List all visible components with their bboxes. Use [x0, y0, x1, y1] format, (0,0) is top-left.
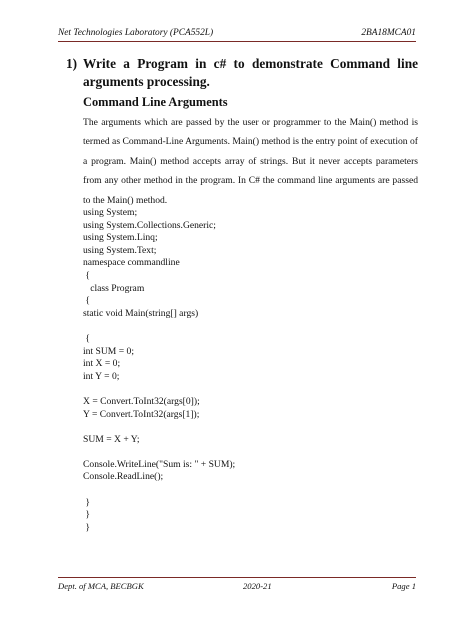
code-line	[83, 421, 235, 434]
code-line: {	[83, 332, 91, 344]
section-title: Command Line Arguments	[83, 95, 228, 109]
footer-year: 2020-21	[243, 581, 272, 591]
code-line: Console.ReadLine();	[83, 471, 164, 483]
code-line: namespace commandline	[83, 257, 180, 269]
code-line: Y = Convert.ToInt32(args[1]);	[83, 408, 200, 420]
question-text: Write a Program in c# to demonstrate Command line arguments processing.	[83, 56, 418, 89]
code-line: Console.WriteLine("Sum is: " + SUM);	[83, 458, 236, 470]
code-line	[83, 446, 235, 459]
page-footer	[58, 581, 416, 595]
code-line: class Program	[83, 282, 145, 294]
footer-department: Dept. of MCA, BECBGK	[58, 581, 144, 591]
code-line: int SUM = 0;	[83, 345, 134, 357]
code-line: int X = 0;	[83, 358, 121, 370]
code-line: int Y = 0;	[83, 370, 120, 382]
code-line: {	[83, 269, 91, 281]
code-listing	[83, 207, 235, 534]
page-header	[58, 28, 416, 42]
footer-page-number: Page 1	[391, 581, 416, 591]
code-line: X = Convert.ToInt32(args[0]);	[83, 395, 200, 407]
code-line	[83, 320, 235, 333]
code-line: }	[83, 509, 91, 521]
code-line: static void Main(string[] args)	[83, 307, 199, 319]
code-line: {	[83, 295, 91, 307]
code-line: using System.Linq;	[83, 232, 158, 244]
code-line: using System.Text;	[83, 244, 157, 256]
question-number: 1)	[66, 56, 78, 71]
code-line: using System.Collections.Generic;	[83, 219, 216, 231]
header-divider	[58, 41, 416, 42]
code-line: using System;	[83, 207, 138, 218]
header-student-id: 2BA18MCA01	[361, 28, 416, 38]
description-paragraph: The arguments which are passed by the user or programmer to the Main() method is termed as Command-Line Arguments. Main() method is the entry point of execution of a program. Main() method accepts array of strings. But it never accepts parameters from any other method in the program. In C# the command line arguments are passed to the Main() method.	[83, 117, 418, 206]
question-heading	[66, 55, 418, 90]
code-line: }	[83, 521, 91, 533]
code-line: SUM = X + Y;	[83, 433, 140, 445]
header-lab-title: Net Technologies Laboratory (PCA552L)	[58, 28, 214, 38]
code-line: }	[83, 496, 91, 508]
footer-divider	[58, 577, 416, 578]
code-line	[83, 484, 235, 497]
code-line	[83, 383, 235, 396]
